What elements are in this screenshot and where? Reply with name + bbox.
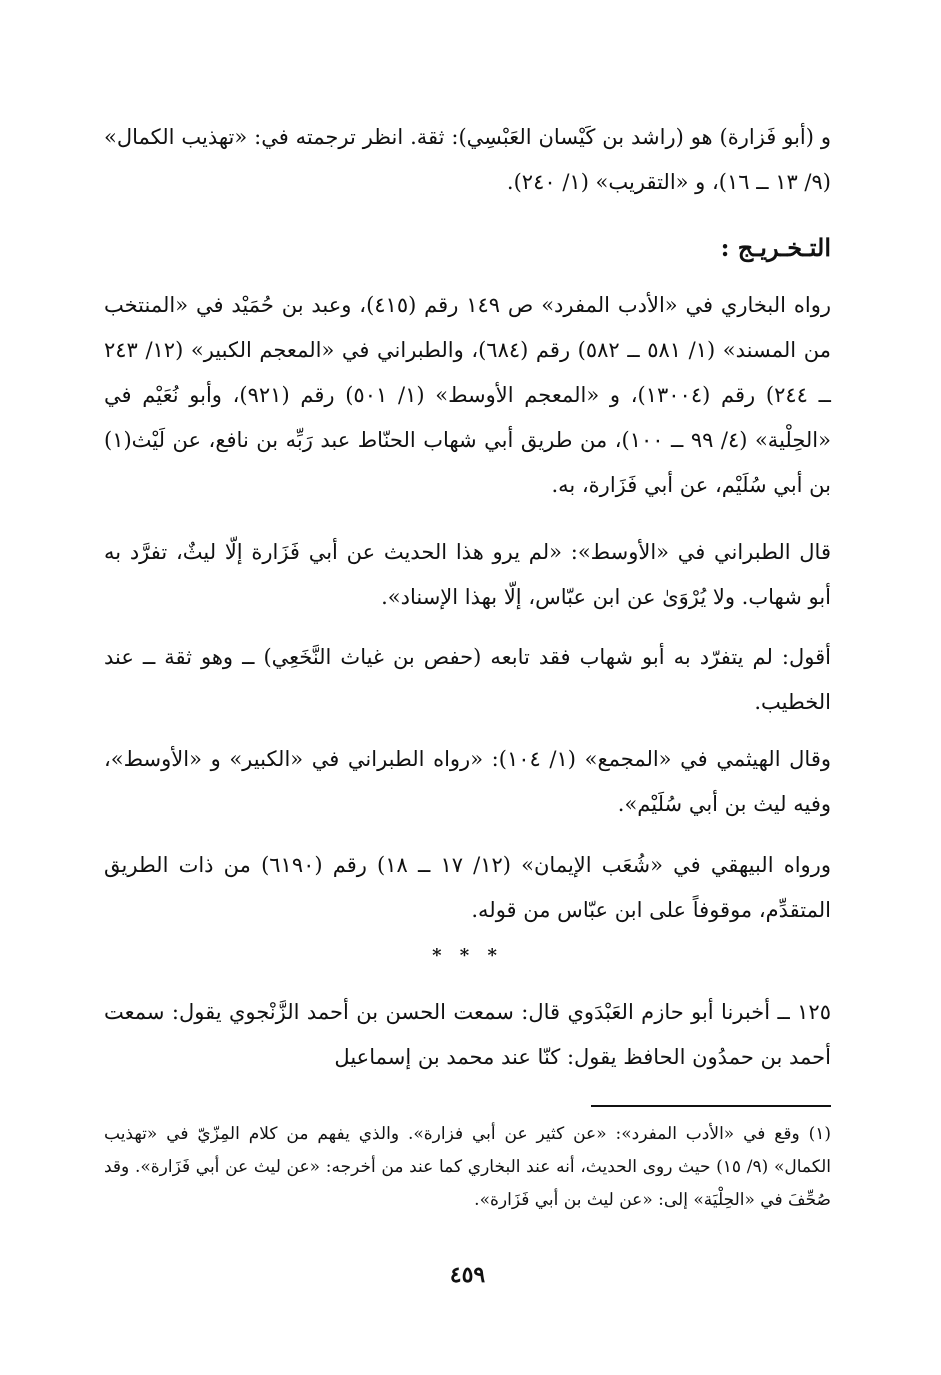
footnote-divider (591, 1105, 831, 1107)
book-page (104, 0, 831, 1375)
bayhaqi-paragraph: ورواه البيهقي في «شُعَب الإيمان» (١٢/ ١٧ ــ ١٨) رقم (٦١٩٠) من ذات الطريق المتقدِّم، موقوفاً على ابن عبّاس من قوله. (104, 853, 831, 922)
section-heading-takhrij: التـخـريـج : (720, 233, 831, 262)
author-comment-paragraph: أقول: لم يتفرّد به أبو شهاب فقد تابعه (حفص بن غياث النَّخَعِي) ــ وهو ثقة ــ عند الخطيب. (104, 645, 831, 714)
section-separator: * * * (432, 945, 503, 966)
tabarani-quote-paragraph: قال الطبراني في «الأوسط»: «لم يرو هذا الحديث عن أبي فَزَارة إلّا ليثٌ، تفرَّد به أبو شهاب. ولا يُرْوَىٰ عن ابن عبّاس، إلّا بهذا الإسناد». (104, 540, 831, 609)
page-number: ٤٥٩ (449, 1262, 486, 1288)
footnote-1: (١) وقع في «الأدب المفرد»: «عن كثير عن أبي فزارة». والذي يفهم من كلام المِزّيّ في «تهذيب الكمال» (٩/ ١٥) حيث روى الحديث، أنه عند البخاري كما عند من أخرجه: «عن ليث عن أبي فَزَارة». وقد صُحِّفَ في «الحِلْيَة» إلى: «عن ليث بن أبي فَزَارة». (104, 1124, 831, 1210)
takhrij-paragraph: رواه البخاري في «الأدب المفرد» ص ١٤٩ رقم (٤١٥)، وعبد بن حُمَيْد في «المنتخب من المسند» (١/ ٥٨١ ــ ٥٨٢) رقم (٦٨٤)، والطبراني في «المعجم الكبير» (١٢/ ٢٤٣ ــ ٢٤٤) رقم (١٣٠٠٤)، و «المعجم الأوسط» (١/ ٥٠١) رقم (٩٢١)، وأبو نُعَيْم في «الحِلْية» (٤/ ٩٩ ــ ١٠٠)، من طريق أبي شهاب الحنّاط عبد رَبِّه بن نافع، عن لَيْث(١) بن أبي سُلَيْم، عن أبي فَزَارة، به. (104, 293, 831, 497)
narrator-note-paragraph: و (أبو فَزارة) هو (راشد بن كَيْسان العَبْسِي): ثقة. انظر ترجمته في: «تهذيب الكمال» (٩/ ١٣ ــ ١٦)، و «التقريب» (١/ ٢٤٠). (104, 125, 831, 194)
haythami-paragraph: وقال الهيثمي في «المجمع» (١/ ١٠٤): «رواه الطبراني في «الكبير» و «الأوسط»، وفيه ليث بن أبي سُلَيْم». (104, 747, 831, 816)
hadith-125-paragraph: ١٢٥ ــ أخبرنا أبو حازم العَبْدَوي قال: سمعت الحسن بن أحمد الزَّنْجوي يقول: سمعت أحمد بن حمدُون الحافظ يقول: كنّا عند محمد بن إسماعيل (104, 1000, 831, 1069)
